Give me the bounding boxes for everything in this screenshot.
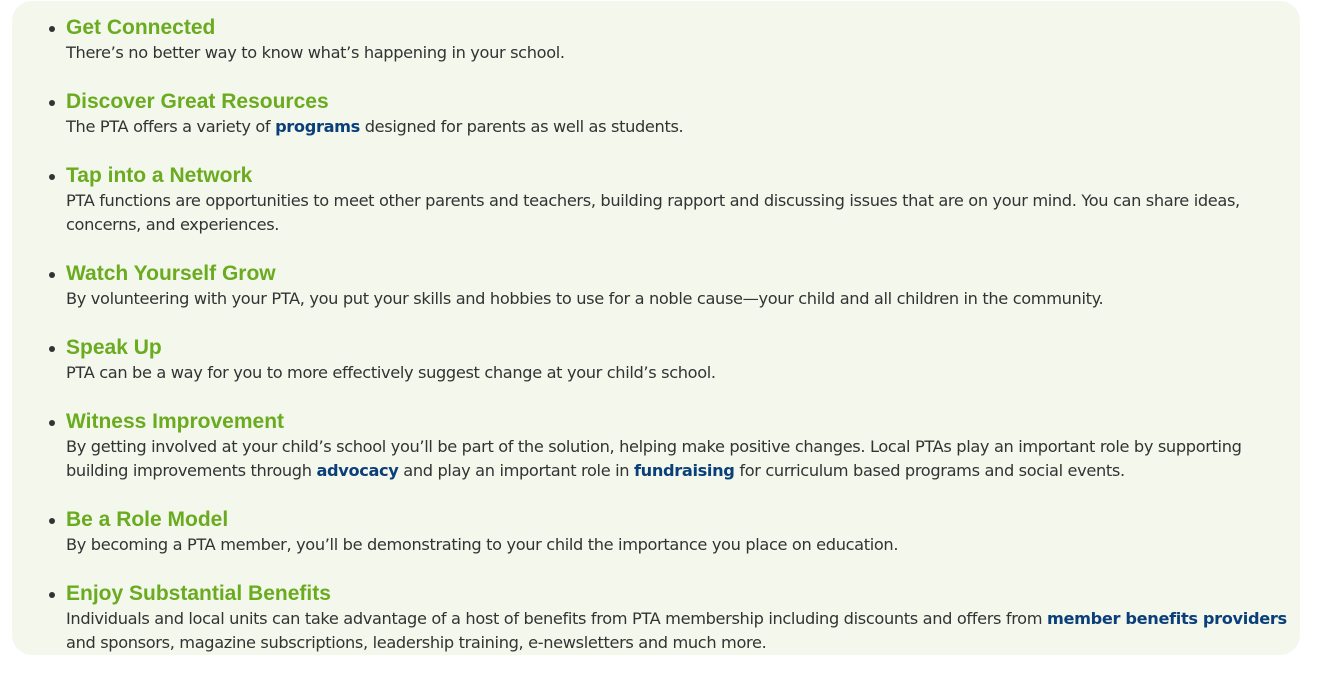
benefit-title: Witness Improvement	[66, 410, 285, 433]
benefit-title: Enjoy Substantial Benefits	[66, 582, 331, 605]
list-item	[66, 409, 1296, 483]
description-text: By volunteering with your PTA, you put your skills and hobbies to use for a noble cause—your child and all children in the community.	[66, 289, 1104, 308]
benefit-description	[66, 533, 1296, 557]
link-advocacy[interactable]: advocacy	[316, 461, 399, 480]
description-text: By getting involved at your child’s school you’ll be part of the solution, helping make positive changes. Local PTAs play an important role by supporting building improvements through	[66, 437, 1242, 480]
description-text: PTA functions are opportunities to meet other parents and teachers, building rapport and discussing issues that are on your mind. You can share ideas, concerns, and experiences.	[66, 191, 1240, 234]
benefit-description	[66, 41, 1296, 65]
description-text: designed for parents as well as students.	[359, 117, 684, 136]
link-member-benefits-providers[interactable]: member benefits providers	[1046, 609, 1287, 628]
bullet-icon	[49, 100, 55, 106]
bullet-icon	[49, 272, 55, 278]
list-item	[66, 261, 1296, 311]
description-text: The PTA offers a variety of	[66, 117, 276, 136]
list-item	[66, 163, 1296, 237]
benefit-title: Watch Yourself Grow	[66, 262, 276, 285]
benefit-description	[66, 115, 1296, 139]
description-text: and play an important role in	[398, 461, 634, 480]
benefit-description	[66, 607, 1296, 655]
benefit-title: Be a Role Model	[66, 508, 229, 531]
bullet-icon	[49, 26, 55, 32]
benefit-description	[66, 189, 1296, 237]
list-item	[66, 15, 1296, 65]
list-item	[66, 335, 1296, 385]
description-text: for curriculum based programs and social events.	[734, 461, 1125, 480]
description-text: PTA can be a way for you to more effectively suggest change at your child’s school.	[66, 363, 716, 382]
benefit-title: Discover Great Resources	[66, 90, 329, 113]
list-item	[66, 89, 1296, 139]
bullet-icon	[49, 346, 55, 352]
bullet-icon	[49, 174, 55, 180]
benefit-title: Speak Up	[66, 336, 162, 359]
benefit-description	[66, 435, 1296, 483]
list-item	[66, 507, 1296, 557]
benefit-description	[66, 287, 1296, 311]
link-programs[interactable]: programs	[275, 117, 360, 136]
benefit-title: Tap into a Network	[66, 164, 253, 187]
benefits-list	[66, 15, 1296, 679]
link-fundraising[interactable]: fundraising	[633, 461, 735, 480]
description-text: and sponsors, magazine subscriptions, leadership training, e-newsletters and much more.	[66, 633, 767, 652]
bullet-icon	[49, 420, 55, 426]
benefit-title: Get Connected	[66, 16, 216, 39]
benefit-description	[66, 361, 1296, 385]
benefits-panel	[12, 1, 1300, 655]
description-text: There’s no better way to know what’s happening in your school.	[66, 43, 565, 62]
list-item	[66, 581, 1296, 655]
bullet-icon	[49, 592, 55, 598]
description-text: Individuals and local units can take advantage of a host of benefits from PTA membership including discounts and offers from	[66, 609, 1047, 628]
description-text: By becoming a PTA member, you’ll be demonstrating to your child the importance you place on education.	[66, 535, 899, 554]
bullet-icon	[49, 518, 55, 524]
